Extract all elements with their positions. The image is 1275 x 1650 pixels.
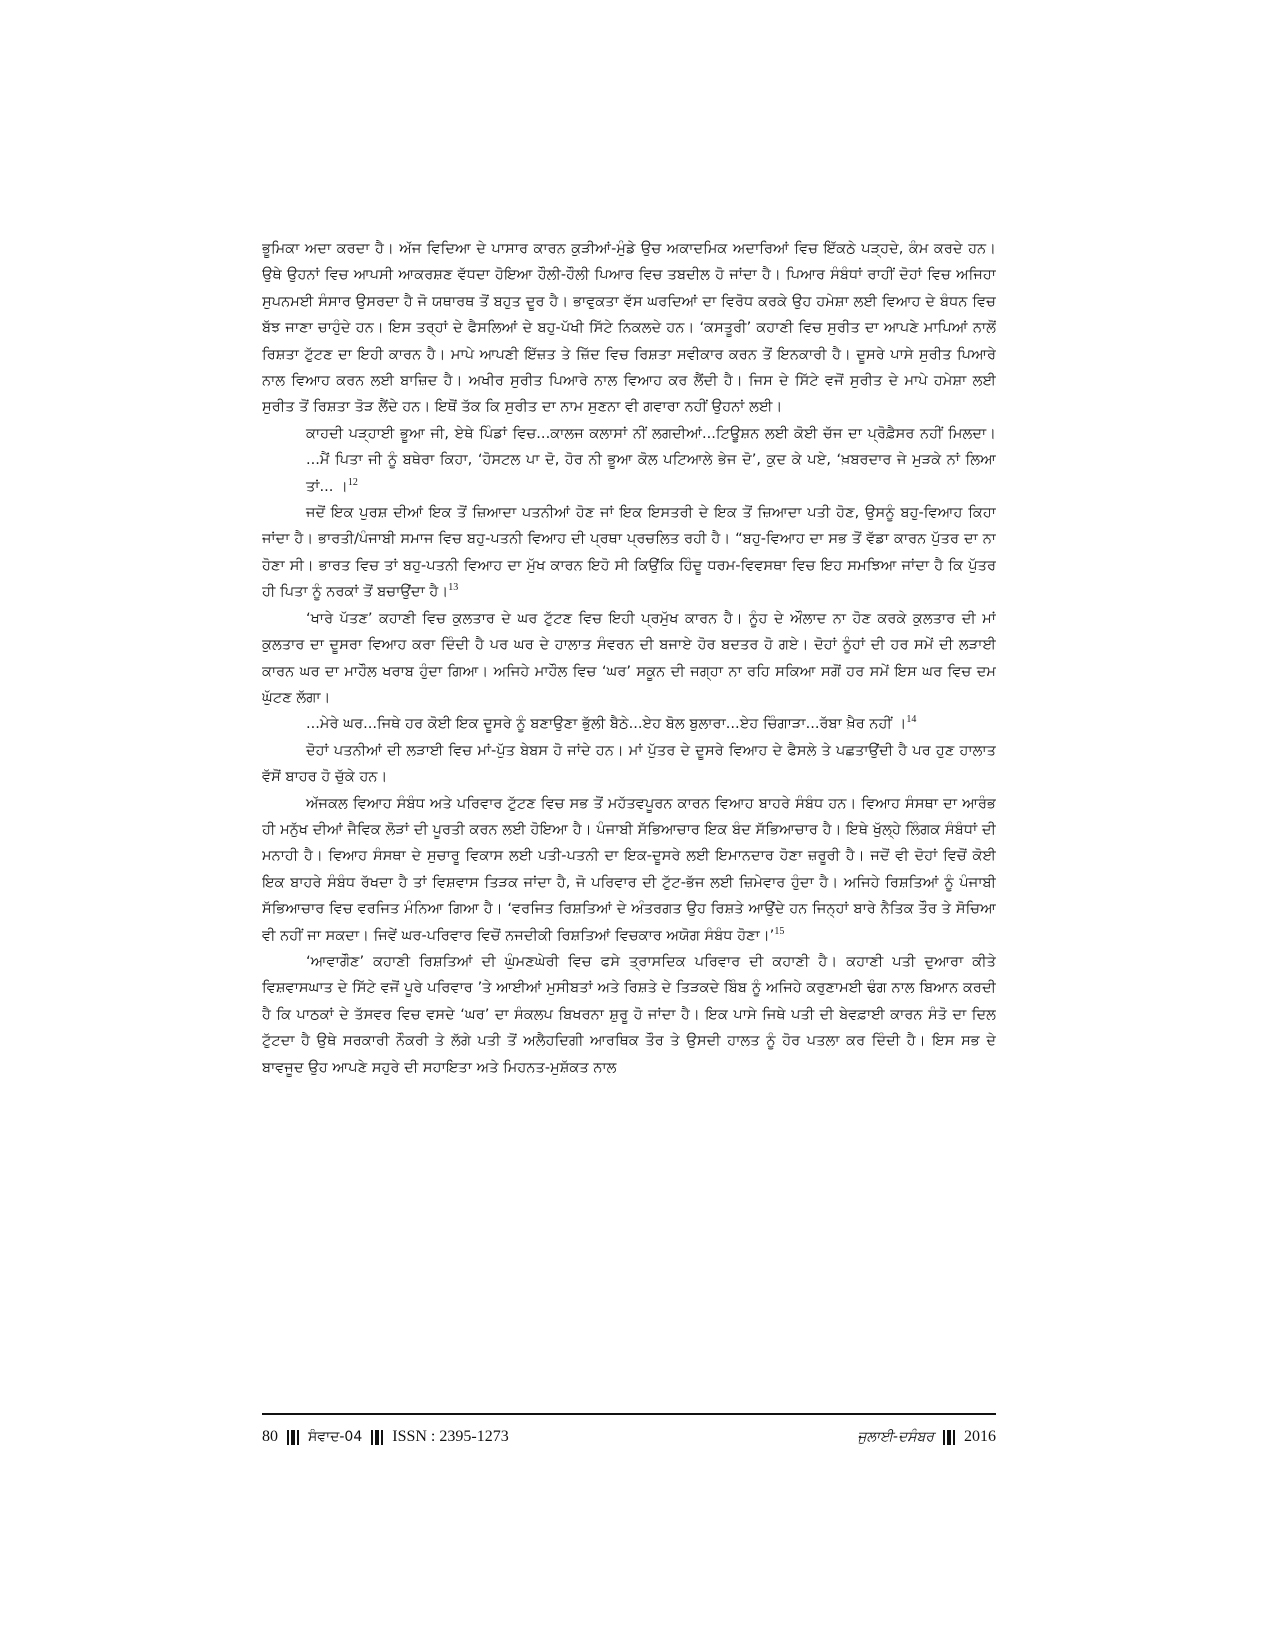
paragraph-text: ਭੂਮਿਕਾ ਅਦਾ ਕਰਦਾ ਹੈ। ਅੱਜ ਵਿਦਿਆ ਦੇ ਪਾਸਾਰ ਕਾਰਨ ਕੁੜੀਆਂ-ਮੁੰਡੇ ਉਚ ਅਕਾਦਮਿਕ ਅਦਾਰਿਆਂ ਵਿਚ ਇੱਕਠੇ ਪੜ੍ਹਦੇ, ਕੰਮ ਕਰਦੇ ਹਨ। ਉਥੇ ਉਹਨਾਂ ਵਿਚ ਆਪਸੀ ਆਕਰਸ਼ਣ ਵੱਧਦਾ ਹੋਇਆ ਹੌਲੀ-ਹੌਲੀ ਪਿਆਰ ਵਿਚ ਤਬਦੀਲ ਹੋ ਜਾਂਦਾ ਹੈ। ਪਿਆਰ ਸੰਬੰਧਾਂ ਰਾਹੀਂ ਦੋਹਾਂ ਵਿਚ ਅਜਿਹਾ ਸੁਪਨਮਈ ਸੰਸਾਰ ਉਸਰਦਾ ਹੈ ਜੋ ਯਥਾਰਥ ਤੋਂ ਬਹੁਤ ਦੂਰ ਹੈ। ਭਾਵੁਕਤਾ ਵੱਸ ਘਰਦਿਆਂ ਦਾ ਵਿਰੋਧ ਕਰਕੇ ਉਹ ਹਮੇਸ਼ਾ ਲਈ ਵਿਆਹ ਦੇ ਬੰਧਨ ਵਿਚ ਬੱਝ ਜਾਣਾ ਚਾਹੁੰਦੇ ਹਨ। ਇਸ ਤਰ੍ਹਾਂ ਦੇ ਫੈਸਲਿਆਂ ਦੇ ਬਹੁ-ਪੱਖੀ ਸਿੱਟੇ ਨਿਕਲਦੇ ਹਨ। ‘ਕਸਤੂਰੀ’ ਕਹਾਣੀ ਵਿਚ ਸੁਰੀਤ ਦਾ ਆਪਣੇ ਮਾਪਿਆਂ ਨਾਲੋਂ ਰਿਸ਼ਤਾ ਟੁੱਟਣ ਦਾ ਇਹੀ ਕਾਰਨ ਹੈ। ਮਾਪੇ ਆਪਣੀ ਇੱਜ਼ਤ ਤੇ ਜ਼ਿੱਦ ਵਿਚ ਰਿਸ਼ਤਾ ਸਵੀਕਾਰ ਕਰਨ ਤੋਂ ਇਨਕਾਰੀ ਹੈ। ਦੂਸਰੇ ਪਾਸੇ ਸੁਰੀਤ ਪਿਆਰੇ ਨਾਲ ਵਿਆਹ ਕਰਨ ਲਈ ਬਾਜ਼ਿਦ ਹੈ। ਅਖੀਰ ਸੁਰੀਤ ਪਿਆਰੇ ਨਾਲ ਵਿਆਹ ਕਰ ਲੈਂਦੀ ਹੈ। ਜਿਸ ਦੇ ਸਿੱਟੇ ਵਜੋਂ ਸੁਰੀਤ ਦੇ ਮਾਪੇ ਹਮੇਸ਼ਾ ਲਈ ਸੁਰੀਤ ਤੋਂ ਰਿਸ਼ਤਾ ਤੋੜ ਲੈਂਦੇ ਹਨ। ਇਥੋਂ ਤੱਕ ਕਿ ਸੁਰੀਤ ਦਾ ਨਾਮ ਸੁਣਨਾ ਵੀ ਗਵਾਰਾ ਨਹੀਂ ਉਹਨਾਂ ਲਈ। — [262, 240, 996, 416]
footer-left — [262, 1428, 509, 1446]
paragraph — [262, 738, 996, 791]
paragraph-text: ‘ਆਵਾਗੌਣ’ ਕਹਾਣੀ ਰਿਸ਼ਤਿਆਂ ਦੀ ਘੁੰਮਣਘੇਰੀ ਵਿਚ ਫਸੇ ਤ੍ਰਾਸਦਿਕ ਪਰਿਵਾਰ ਦੀ ਕਹਾਣੀ ਹੈ। ਕਹਾਣੀ ਪਤੀ ਦੁਆਰਾ ਕੀਤੇ ਵਿਸ਼ਵਾਸਘਾਤ ਦੇ ਸਿੱਟੇ ਵਜੋਂ ਪੂਰੇ ਪਰਿਵਾਰ ’ਤੇ ਆਈਆਂ ਮੁਸੀਬਤਾਂ ਅਤੇ ਰਿਸ਼ਤੇ ਦੇ ਤਿੜਕਦੇ ਬਿੰਬ ਨੂੰ ਅਜਿਹੇ ਕਰੁਣਾਮਈ ਢੰਗ ਨਾਲ ਬਿਆਨ ਕਰਦੀ ਹੈ ਕਿ ਪਾਠਕਾਂ ਦੇ ਤੱਸਵਰ ਵਿਚ ਵਸਦੇ ‘ਘਰ’ ਦਾ ਸੰਕਲਪ ਬਿਖਰਨਾ ਸ਼ੁਰੂ ਹੋ ਜਾਂਦਾ ਹੈ। ਇਕ ਪਾਸੇ ਜਿਥੇ ਪਤੀ ਦੀ ਬੇਵਫ਼ਾਈ ਕਾਰਨ ਸੰਤੋ ਦਾ ਦਿਲ ਟੁੱਟਦਾ ਹੈ ਉਥੇ ਸਰਕਾਰੀ ਨੌਕਰੀ ਤੇ ਲੱਗੇ ਪਤੀ ਤੋਂ ਅਲੈਹਦਿਗੀ ਆਰਥਿਕ ਤੌਰ ਤੇ ਉਸਦੀ ਹਾਲਤ ਨੂੰ ਹੋਰ ਪਤਲਾ ਕਰ ਦਿੰਦੀ ਹੈ। ਇਸ ਸਭ ਦੇ ਬਾਵਜੂਦ ਉਹ ਆਪਣੇ ਸਹੁਰੇ ਦੀ ਸਹਾਇਤਾ ਅਤੇ ਮਿਹਨਤ-ਮੁਸ਼ੱਕਤ ਨਾਲ — [262, 952, 996, 1076]
footnote-ref: 13 — [448, 582, 459, 594]
bar-separator-icon — [287, 1429, 299, 1445]
page-footer — [262, 1419, 996, 1455]
footnote-ref: 14 — [906, 714, 917, 726]
footer-rule — [262, 1413, 996, 1415]
paragraph-text: ‘ਖਾਰੇ ਪੱਤਣ’ ਕਹਾਣੀ ਵਿਚ ਕੁਲਤਾਰ ਦੇ ਘਰ ਟੁੱਟਣ ਵਿਚ ਇਹੀ ਪ੍ਰਮੁੱਖ ਕਾਰਨ ਹੈ। ਨੂੰਹ ਦੇ ਔਲਾਦ ਨਾ ਹੋਣ ਕਰਕੇ ਕੁਲਤਾਰ ਦੀ ਮਾਂ ਕੁਲਤਾਰ ਦਾ ਦੂਸਰਾ ਵਿਆਹ ਕਰਾ ਦਿੰਦੀ ਹੈ ਪਰ ਘਰ ਦੇ ਹਾਲਾਤ ਸੰਵਰਨ ਦੀ ਬਜਾਏ ਹੋਰ ਬਦਤਰ ਹੋ ਗਏ। ਦੋਹਾਂ ਨੂੰਹਾਂ ਦੀ ਹਰ ਸਮੇਂ ਦੀ ਲੜਾਈ ਕਾਰਨ ਘਰ ਦਾ ਮਾਹੌਲ ਖਰਾਬ ਹੁੰਦਾ ਗਿਆ। ਅਜਿਹੇ ਮਾਹੌਲ ਵਿਚ ‘ਘਰ’ ਸਕੂਨ ਦੀ ਜਗ੍ਹਾ ਨਾ ਰਹਿ ਸਕਿਆ ਸਗੋਂ ਹਰ ਸਮੇਂ ਇਸ ਘਰ ਵਿਚ ਦਮ ਘੁੱਟਣ ਲੱਗਾ। — [262, 609, 996, 706]
paragraph-text: ਜਦੋਂ ਇਕ ਪੁਰਸ਼ ਦੀਆਂ ਇਕ ਤੋਂ ਜ਼ਿਆਦਾ ਪਤਨੀਆਂ ਹੋਣ ਜਾਂ ਇਕ ਇਸਤਰੀ ਦੇ ਇਕ ਤੋਂ ਜ਼ਿਆਦਾ ਪਤੀ ਹੋਣ, ਉਸਨੂੰ ਬਹੁ-ਵਿਆਹ ਕਿਹਾ ਜਾਂਦਾ ਹੈ। ਭਾਰਤੀ/ਪੰਜਾਬੀ ਸਮਾਜ ਵਿਚ ਬਹੁ-ਪਤਨੀ ਵਿਆਹ ਦੀ ਪ੍ਰਥਾ ਪ੍ਰਚਲਿਤ ਰਹੀ ਹੈ। “ਬਹੁ-ਵਿਆਹ ਦਾ ਸਭ ਤੋਂ ਵੱਡਾ ਕਾਰਨ ਪੁੱਤਰ ਦਾ ਨਾ ਹੋਣਾ ਸੀ। ਭਾਰਤ ਵਿਚ ਤਾਂ ਬਹੁ-ਪਤਨੀ ਵਿਆਹ ਦਾ ਮੁੱਖ ਕਾਰਨ ਇਹੋ ਸੀ ਕਿਉਂਕਿ ਹਿੰਦੂ ਧਰਮ-ਵਿਵਸਥਾ ਵਿਚ ਇਹ ਸਮਝਿਆ ਜਾਂਦਾ ਹੈ ਕਿ ਪੁੱਤਰ ਹੀ ਪਿਤਾ ਨੂੰ ਨਰਕਾਂ ਤੋਂ ਬਚਾਉਂਦਾ ਹੈ। — [262, 504, 996, 601]
paragraph-text: ਦੋਹਾਂ ਪਤਨੀਆਂ ਦੀ ਲੜਾਈ ਵਿਚ ਮਾਂ-ਪੁੱਤ ਬੇਬਸ ਹੋ ਜਾਂਦੇ ਹਨ। ਮਾਂ ਪੁੱਤਰ ਦੇ ਦੂਸਰੇ ਵਿਆਹ ਦੇ ਫੈਸਲੇ ਤੇ ਪਛਤਾਉਂਦੀ ਹੈ ਪਰ ਹੁਣ ਹਾਲਾਤ ਵੱਸੋਂ ਬਾਹਰ ਹੋ ਚੁੱਕੇ ਹਨ। — [262, 741, 996, 786]
paragraph-text: ਅੱਜਕਲ ਵਿਆਹ ਸੰਬੰਧ ਅਤੇ ਪਰਿਵਾਰ ਟੁੱਟਣ ਵਿਚ ਸਭ ਤੋਂ ਮਹੱਤਵਪੂਰਨ ਕਾਰਨ ਵਿਆਹ ਬਾਹਰੇ ਸੰਬੰਧ ਹਨ। ਵਿਆਹ ਸੰਸਥਾ ਦਾ ਆਰੰਭ ਹੀ ਮਨੁੱਖ ਦੀਆਂ ਜੈਵਿਕ ਲੋੜਾਂ ਦੀ ਪੂਰਤੀ ਕਰਨ ਲਈ ਹੋਇਆ ਹੈ। ਪੰਜਾਬੀ ਸੱਭਿਆਚਾਰ ਇਕ ਬੰਦ ਸੱਭਿਆਚਾਰ ਹੈ। ਇਥੇ ਖੁੱਲ੍ਹੇ ਲਿੰਗਕ ਸੰਬੰਧਾਂ ਦੀ ਮਨਾਹੀ ਹੈ। ਵਿਆਹ ਸੰਸਥਾ ਦੇ ਸੁਚਾਰੂ ਵਿਕਾਸ ਲਈ ਪਤੀ-ਪਤਨੀ ਦਾ ਇਕ-ਦੂਸਰੇ ਲਈ ਇਮਾਨਦਾਰ ਹੋਣਾ ਜ਼ਰੂਰੀ ਹੈ। ਜਦੋਂ ਵੀ ਦੋਹਾਂ ਵਿਚੋਂ ਕੋਈ ਇਕ ਬਾਹਰੇ ਸੰਬੰਧ ਰੱਖਦਾ ਹੈ ਤਾਂ ਵਿਸ਼ਵਾਸ ਤਿੜਕ ਜਾਂਦਾ ਹੈ, ਜੋ ਪਰਿਵਾਰ ਦੀ ਟੁੱਟ-ਭੱਜ ਲਈ ਜ਼ਿਮੇਵਾਰ ਹੁੰਦਾ ਹੈ। ਅਜਿਹੇ ਰਿਸ਼ਤਿਆਂ ਨੂੰ ਪੰਜਾਬੀ ਸੱਭਿਆਚਾਰ ਵਿਚ ਵਰਜਿਤ ਮੰਨਿਆ ਗਿਆ ਹੈ। ‘ਵਰਜਿਤ ਰਿਸ਼ਤਿਆਂ ਦੇ ਅੰਤਰਗਤ ਉਹ ਰਿਸ਼ਤੇ ਆਉਂਦੇ ਹਨ ਜਿਨ੍ਹਾਂ ਬਾਰੇ ਨੈਤਿਕ ਤੌਰ ਤੇ ਸੋਚਿਆ ਵੀ ਨਹੀਂ ਜਾ ਸਕਦਾ। ਜਿਵੇਂ ਘਰ-ਪਰਿਵਾਰ ਵਿਚੋਂ ਨਜਦੀਕੀ ਰਿਸ਼ਤਿਆਂ ਵਿਚਕਾਰ ਅਯੋਗ ਸੰਬੰਧ ਹੋਣਾ।’ — [262, 794, 996, 944]
bar-separator-icon — [943, 1429, 955, 1445]
body-text — [262, 236, 996, 1396]
paragraph — [262, 791, 996, 949]
paragraph — [262, 236, 996, 421]
block-quote — [306, 421, 996, 500]
page-number: 80 — [262, 1428, 278, 1445]
bar-separator-icon — [371, 1429, 383, 1445]
block-quote — [306, 711, 996, 737]
footnote-ref: 15 — [774, 925, 785, 937]
paragraph — [262, 949, 996, 1081]
journal-name: ਸੰਵਾਦ-04 — [308, 1429, 363, 1445]
quote-text: ਕਾਹਦੀ ਪੜ੍ਹਾਈ ਭੂਆ ਜੀ, ਏਥੇ ਪਿੰਡਾਂ ਵਿਚ...ਕਾਲਜ ਕਲਾਸਾਂ ਨੀਂ ਲਗਦੀਆਂ...ਟਿਊਸ਼ਨ ਲਈ ਕੋਈ ਚੱਜ ਦਾ ਪ੍ਰੋਫ਼ੈਸਰ ਨਹੀਂ ਮਿਲਦਾ। ...ਮੈਂ ਪਿਤਾ ਜੀ ਨੂੰ ਬਥੇਰਾ ਕਿਹਾ, ‘ਹੋਸਟਲ ਪਾ ਦੋ, ਹੋਰ ਨੀ ਭੂਆ ਕੋਲ ਪਟਿਆਲੇ ਭੇਜ ਦੋ’, ਕੁਦ ਕੇ ਪਏ, ‘ਖ਼ਬਰਦਾਰ ਜੇ ਮੁੜਕੇ ਨਾਂ ਲਿਆ ਤਾਂ... । — [306, 424, 996, 495]
issue-period: ਜੁਲਾਈ-ਦਸੰਬਰ — [857, 1429, 934, 1445]
footer-right — [857, 1428, 996, 1446]
issn: ISSN : 2395-1273 — [392, 1428, 509, 1445]
footnote-ref: 12 — [347, 476, 358, 488]
paragraph — [262, 606, 996, 712]
paragraph — [262, 500, 996, 606]
issue-year: 2016 — [964, 1428, 996, 1445]
quote-text: ...ਮੇਰੇ ਘਰ...ਜਿਥੇ ਹਰ ਕੋਈ ਇਕ ਦੂਸਰੇ ਨੂੰ ਬਣਾਉਣਾ ਭੁੱਲੀ ਬੈਠੇ...ਏਹ ਬੋਲ ਬੁਲਾਰਾ...ਏਹ ਚਿੰਗਾੜਾ...ਰੱਬਾ ਖ਼ੈਰ ਨਹੀਂ । — [306, 715, 907, 733]
